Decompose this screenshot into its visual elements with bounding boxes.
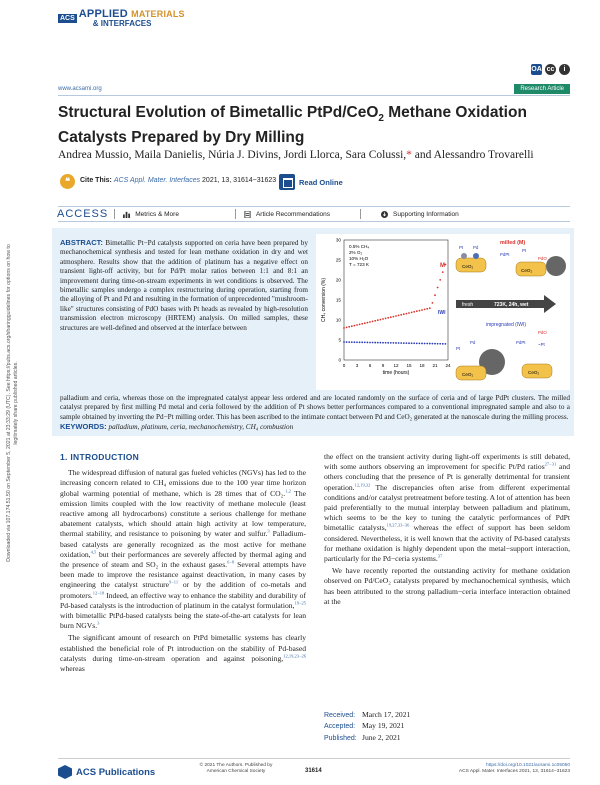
data-point bbox=[406, 342, 408, 344]
copyright-line1: © 2021 The Authors. Published by bbox=[199, 763, 273, 768]
particle-label-pdpt: PdPt bbox=[500, 252, 510, 257]
cite-row bbox=[58, 172, 570, 194]
divider bbox=[114, 209, 115, 219]
toc-figure bbox=[316, 234, 570, 390]
bar-chart-icon bbox=[123, 211, 130, 218]
data-point bbox=[400, 314, 402, 316]
recommendations-label: Article Recommendations bbox=[255, 210, 331, 218]
x-tick-label: 15 bbox=[406, 363, 412, 368]
data-point bbox=[432, 343, 434, 345]
article-type-badge: Research Article bbox=[514, 84, 570, 94]
data-point bbox=[390, 342, 392, 344]
data-point bbox=[382, 342, 384, 344]
data-point bbox=[361, 323, 363, 325]
supporting-info-label: Supporting Information bbox=[393, 210, 459, 218]
intro-paragraph-3 bbox=[324, 452, 570, 564]
acs-publications-logo[interactable] bbox=[58, 765, 155, 779]
metrics-button[interactable] bbox=[123, 211, 179, 218]
data-point bbox=[369, 321, 371, 323]
journal-name bbox=[79, 10, 185, 28]
publisher-name: ACS Publications bbox=[76, 766, 156, 778]
citation bbox=[80, 177, 276, 184]
page-number: 31614 bbox=[305, 768, 322, 774]
x-tick-label: 9 bbox=[381, 363, 385, 368]
data-point bbox=[426, 343, 428, 345]
data-point bbox=[359, 324, 361, 326]
ref-link[interactable]: 3 bbox=[267, 528, 270, 534]
journal-logo[interactable] bbox=[58, 10, 185, 32]
authors-text-end[interactable]: and Alessandro Trovarelli bbox=[411, 149, 534, 161]
arrow-label-conditions: 723K, 24h, wet bbox=[494, 302, 529, 308]
read-online-label: Read Online bbox=[299, 177, 343, 187]
data-point bbox=[419, 310, 421, 312]
pt-particle bbox=[461, 253, 467, 259]
article-title bbox=[58, 103, 570, 147]
intro-r1c: The discrepancies often arise from different experimental conditions and/or catalyst pretreatment before testing. A lot of attention has been paid preferentially to the mutual interplay between palladium and platinum, which seems to be the key to tuning the catalytic performances of PdPt bimetallic catalysts, bbox=[324, 482, 570, 533]
series-label-m: M bbox=[440, 263, 445, 269]
divider bbox=[360, 209, 361, 219]
intro-p1: The widespread diffusion of natural gas fueled vehicles (NGVs) has led to the increasing concern related to CH₄ emissions due to the 100 year time horizon global warming potential of methane, which is 28 times that of CO₂. bbox=[60, 468, 306, 498]
acs-hex-icon bbox=[58, 765, 72, 779]
data-point bbox=[351, 325, 353, 327]
copyright bbox=[196, 763, 276, 775]
tem-image-milled bbox=[546, 256, 566, 276]
doi-citation: ACS Appl. Mater. Interfaces 2021, 13, 31614−31623 bbox=[458, 769, 570, 774]
published-label: Published: bbox=[324, 734, 357, 742]
read-online-button[interactable] bbox=[279, 173, 343, 191]
data-point bbox=[408, 342, 410, 344]
received-date: March 17, 2021 bbox=[362, 710, 411, 719]
series-label-iwi: IWI bbox=[438, 310, 446, 316]
data-point bbox=[406, 313, 408, 315]
data-point bbox=[445, 343, 447, 345]
authors-text[interactable]: Andrea Mussio, Maila Danielis, Núria J. Divins, Jordi Llorca, Sara Colussi, bbox=[58, 149, 407, 161]
y-tick-label: 10 bbox=[335, 317, 341, 323]
data-point bbox=[354, 325, 356, 327]
intro-r1b: and others concluding that the presence of Pt is generally detrimental for transient operation. bbox=[324, 462, 570, 492]
particle-label-pdpt-3: PdPt bbox=[516, 340, 526, 345]
particle-label-pt: Pt bbox=[459, 245, 464, 250]
supporting-info-button[interactable] bbox=[381, 211, 459, 218]
doi-block bbox=[459, 763, 570, 775]
y-tick-label: 15 bbox=[335, 297, 341, 303]
data-point bbox=[424, 343, 426, 345]
keywords bbox=[60, 422, 570, 432]
data-point bbox=[377, 342, 379, 344]
x-tick-label: 0 bbox=[342, 363, 346, 368]
ref-link[interactable]: 6−8 bbox=[227, 559, 235, 565]
x-tick-label: 6 bbox=[368, 363, 372, 368]
download-icon bbox=[381, 211, 388, 218]
data-point bbox=[367, 342, 369, 344]
condition-4: T = 723 K bbox=[349, 262, 369, 267]
abstract-label: ABSTRACT: bbox=[60, 238, 103, 247]
data-point bbox=[442, 271, 444, 273]
page-footer bbox=[58, 758, 570, 778]
read-online-icon bbox=[279, 174, 295, 190]
data-point bbox=[356, 324, 358, 326]
intro-p1c: Palladium-based catalysts are generally recognized as the most active for methane oxidation, bbox=[60, 529, 306, 559]
intro-p2: The significant amount of research on PtPd bimetallic systems has clearly established the beneficial role of Pt introduction on the stability of Pd-based catalysts during time-on-stream operation and against poisoning, bbox=[60, 633, 306, 663]
cite-icon[interactable]: ❝ bbox=[60, 174, 75, 189]
condition-1: 0.5% CH₄ bbox=[349, 244, 370, 249]
y-tick-label: 5 bbox=[338, 337, 341, 343]
particle-label-pdo: PdO bbox=[538, 256, 547, 261]
data-point bbox=[434, 343, 436, 345]
x-tick-label: 3 bbox=[355, 363, 359, 368]
data-point bbox=[442, 343, 444, 345]
data-point bbox=[382, 318, 384, 320]
journal-url-link[interactable]: www.acsami.org bbox=[58, 86, 102, 92]
intro-p1e: Several attempts have been made to improve the resistance against deactivation, in many cases by engineering the catalyst structure bbox=[60, 560, 306, 590]
x-tick-labels bbox=[343, 363, 451, 368]
keywords-list: palladium, platinum, ceria, mechanochemistry, CH₄ combustion bbox=[106, 423, 294, 431]
download-note bbox=[6, 238, 28, 568]
particle-label-ceo2-4: CeO₂ bbox=[528, 370, 540, 375]
intro-p1b: The emission limits coupled with the low reactivity of methane molecule (least reactive among all hydrocarbons) constitute a serious challenge for methane abatement catalysts, which should attain high activity at low temperature, thermal stability, and resistance to poisoning by water and sulfur. bbox=[60, 488, 306, 539]
data-point bbox=[400, 342, 402, 344]
series-impregnated bbox=[343, 341, 446, 345]
data-point bbox=[346, 327, 348, 329]
ref-link[interactable]: 1,2 bbox=[285, 488, 291, 494]
journal-name-materials: MATERIALS bbox=[131, 9, 185, 19]
title-part2: Methane Oxidation Catalysts Prepared by Dry Milling bbox=[58, 104, 527, 147]
ref-link[interactable]: 27−31 bbox=[544, 461, 557, 467]
data-point bbox=[395, 315, 397, 317]
pd-particle bbox=[473, 253, 479, 259]
received-label: Received: bbox=[324, 712, 356, 719]
intro-p2b: whereas bbox=[60, 664, 85, 674]
data-point bbox=[348, 341, 350, 343]
cite-journal-link[interactable]: ACS Appl. Mater. Interfaces bbox=[113, 177, 201, 184]
license-badges bbox=[531, 64, 570, 75]
corresponding-author-mark[interactable]: * bbox=[406, 149, 412, 161]
intro-p1f: or by the addition of co-metals and promoters. bbox=[60, 580, 306, 600]
condition-2: 2% O₂ bbox=[349, 250, 363, 255]
condition-3: 10% H₂O bbox=[349, 256, 369, 261]
data-point bbox=[395, 342, 397, 344]
data-point bbox=[393, 342, 395, 344]
data-point bbox=[372, 342, 374, 344]
ref-link[interactable]: 12,19,32 bbox=[354, 482, 371, 488]
accepted-date: May 19, 2021 bbox=[362, 721, 405, 731]
attribution-icon[interactable]: i bbox=[559, 64, 570, 75]
y-axis-label: CH₄ conversion (%) bbox=[321, 278, 327, 322]
accepted-label: Accepted: bbox=[324, 723, 356, 731]
data-point bbox=[346, 341, 348, 343]
data-point bbox=[432, 302, 434, 304]
particle-label-pt-3: Pt bbox=[456, 346, 461, 351]
acs-logo: ACS bbox=[60, 15, 75, 22]
y-tick-labels bbox=[336, 238, 342, 363]
divider bbox=[235, 209, 236, 219]
url-bar bbox=[58, 84, 570, 96]
data-point bbox=[439, 343, 441, 345]
data-point bbox=[361, 341, 363, 343]
data-point bbox=[429, 343, 431, 345]
data-point bbox=[398, 315, 400, 317]
abstract-text bbox=[60, 238, 308, 333]
intro-r1d: whereas the effect of support has been seldom considered. Nevertheless, it is well known that the activity of Pd-based catalysts for methane oxidation is highly dependent upon the metal−support interaction, particularly for the Pd−ceria systems. bbox=[324, 523, 571, 564]
data-point bbox=[434, 294, 436, 296]
data-point bbox=[424, 309, 426, 311]
data-point bbox=[411, 312, 413, 314]
milled-label: milled (M) bbox=[500, 240, 526, 246]
x-axis-label: time (hours) bbox=[382, 370, 410, 376]
data-point bbox=[429, 307, 431, 309]
keywords-label: KEYWORDS: bbox=[60, 422, 107, 431]
intro-p1g: Indeed, an effective way to enhance the stability and durability of Pd-based catalysts is the introduction of platinum in the catalyst formulation, bbox=[60, 590, 306, 610]
data-point bbox=[403, 313, 405, 315]
data-point bbox=[364, 341, 366, 343]
data-point bbox=[369, 342, 371, 344]
data-point bbox=[411, 342, 413, 344]
data-point bbox=[416, 342, 418, 344]
abstract-body-1: Bimetallic Pt−Pd catalysts supported on ceria have been prepared by mechanochemical synthesis and tested for lean methane oxidation in dry and wet atmosphere. Results show that the addition of platinum has a negative effect on transient light-off activity, but for Pd/Pt molar ratios between 1:1 and 8:1 an improvement during time-on-stream experiments in wet conditions is observed. The bimetallic samples undergo a complex restructuring during operation, starting from the alloying of Pt and Pd and resulting in the formation of unprecedented "mushroom-like" structures consisting of PdO bases with Pt heads as revealed by high-resolution transmission electron microscopy (HRTEM) analysis. On milled samples, these structures are well-defined and observed at the interface between bbox=[60, 239, 308, 332]
data-point bbox=[387, 342, 389, 344]
journal-name-line2: & INTERFACES bbox=[92, 19, 152, 28]
column-right bbox=[324, 452, 570, 607]
document-icon bbox=[244, 211, 251, 218]
publication-dates bbox=[324, 710, 410, 744]
journal-name-line1: APPLIED bbox=[78, 8, 128, 20]
access-label: ACCESS bbox=[57, 208, 109, 220]
ref-link[interactable]: 4,5 bbox=[90, 549, 97, 555]
particle-label-pd-3: Pd bbox=[470, 340, 476, 345]
intro-p1d: but their performances are severely affected by thermal aging and the presence of steam and SO₂ in the exhaust gases. bbox=[60, 549, 306, 570]
x-tick-label: 18 bbox=[419, 363, 425, 368]
ref-link[interactable]: 12,19,23−26 bbox=[283, 653, 306, 659]
particle-label-ceo2-1: CeO₂ bbox=[462, 264, 474, 269]
data-point bbox=[426, 308, 428, 310]
doi-link[interactable]: https://doi.org/10.1021/acsami.1c05050 bbox=[485, 763, 570, 768]
published-date: June 2, 2021 bbox=[362, 732, 401, 742]
recommendations-button[interactable] bbox=[244, 211, 330, 218]
section-heading-introduction: 1. INTRODUCTION bbox=[60, 452, 140, 462]
y-tick-label: 25 bbox=[335, 257, 341, 263]
data-point bbox=[348, 326, 350, 328]
data-point bbox=[437, 287, 439, 289]
data-point bbox=[372, 321, 374, 323]
y-tick-label: 20 bbox=[335, 277, 341, 283]
arrow-label-fresh: fresh bbox=[462, 302, 474, 308]
data-point bbox=[390, 316, 392, 318]
abstract-continued: palladium and ceria, whereas those on the impregnated catalyst appear less ordered and are located randomly on the surface of ceria and of large PdPt clusters. The milled catalyst prepared by first milling Pd metal and ceria followed by the addition of Pt shows better performances compared to a conventional impregnated sample and also to a sample obtained by inverting the Pd−Pt milling order. This has been ascribed to the intimate contact between Pd and CeO₂ generated at the nanoscale during the milling process. bbox=[60, 394, 570, 421]
author-list bbox=[58, 148, 570, 162]
data-point bbox=[354, 341, 356, 343]
x-tick-label: 21 bbox=[432, 363, 438, 368]
open-access-icon[interactable]: OA bbox=[531, 66, 542, 73]
data-point bbox=[380, 319, 382, 321]
data-point bbox=[377, 319, 379, 321]
series-milled bbox=[343, 264, 446, 329]
ref-link[interactable]: 9−11 bbox=[169, 579, 179, 585]
data-point bbox=[380, 342, 382, 344]
data-point bbox=[403, 342, 405, 344]
particle-label-pt-4: ~Pt bbox=[538, 342, 545, 347]
x-tick-label: 12 bbox=[393, 363, 399, 368]
title-subscript: 2 bbox=[378, 113, 384, 125]
data-point bbox=[356, 341, 358, 343]
cite-ref: 2021, 13, 31614−31623 bbox=[200, 177, 277, 184]
data-point bbox=[439, 279, 441, 281]
intro-r1: the effect on the transient activity during light-off experiments is still debated, with some authors observing an improvement for specific Pt/Pd ratios bbox=[324, 452, 570, 472]
cc-license-icon[interactable]: cc bbox=[546, 66, 555, 73]
particle-label-pt-2: Pt bbox=[522, 248, 527, 253]
ref-link[interactable]: 19−25 bbox=[294, 600, 306, 606]
particle-label-pd: Pd bbox=[473, 245, 479, 250]
data-point bbox=[343, 327, 345, 329]
data-point bbox=[364, 322, 366, 324]
data-point bbox=[413, 311, 415, 313]
data-point bbox=[367, 322, 369, 324]
data-point bbox=[393, 316, 395, 318]
data-point bbox=[387, 317, 389, 319]
data-point bbox=[359, 341, 361, 343]
intro-paragraph-2 bbox=[60, 633, 306, 674]
ref-link[interactable]: 37 bbox=[437, 553, 443, 559]
intro-p1h: with bimetallic PtPd-based catalysts being the state-of-the-art catalysts for lean burn NGVs. bbox=[60, 611, 306, 631]
data-point bbox=[385, 342, 387, 344]
data-point bbox=[421, 343, 423, 345]
data-point bbox=[398, 342, 400, 344]
data-point bbox=[437, 343, 439, 345]
data-point bbox=[413, 342, 415, 344]
data-point bbox=[421, 309, 423, 311]
data-point bbox=[343, 341, 345, 343]
metrics-label: Metrics & More bbox=[135, 210, 179, 218]
particle-label-ceo2-2: CeO₂ bbox=[521, 268, 533, 273]
cite-label: Cite This: bbox=[80, 177, 112, 184]
y-tick-label: 30 bbox=[335, 237, 341, 243]
data-point bbox=[416, 310, 418, 312]
intro-paragraph-4: We have recently reported the outstanding activity for methane oxidation observed on Pd/CeO₂ catalysts prepared by mechanochemical synthesis, which has been attributed to the strong palladium−ceria interface interaction obtained at the bbox=[324, 566, 570, 606]
title-part1: Structural Evolution of Bimetallic PtPd/CeO bbox=[58, 104, 379, 121]
ref-link[interactable]: 12−18 bbox=[92, 590, 105, 596]
ref-link[interactable]: 19,27,33−36 bbox=[386, 522, 410, 528]
y-tick-label: 0 bbox=[338, 357, 341, 363]
data-point bbox=[351, 341, 353, 343]
intro-paragraph-1 bbox=[60, 468, 306, 631]
copyright-line2: American Chemical Society bbox=[206, 769, 266, 774]
column-left bbox=[60, 452, 306, 674]
data-point bbox=[419, 342, 421, 344]
particle-label-ceo2-3: CeO₂ bbox=[462, 372, 474, 377]
data-point bbox=[385, 318, 387, 320]
x-tick-label: 24 bbox=[445, 363, 451, 368]
data-point bbox=[374, 320, 376, 322]
data-point bbox=[408, 312, 410, 314]
impregnated-label: impregnated (IWI) bbox=[486, 322, 527, 328]
article-page bbox=[58, 0, 570, 785]
data-point bbox=[374, 342, 376, 344]
particle-label-pdo-2: PdO bbox=[538, 330, 547, 335]
toc-graphic[interactable] bbox=[316, 234, 570, 390]
download-note-text: Downloaded via 107.174.51.50 on September 5, 2021 at 23:33:29 (UTC). See https://pubs.acs.org/sharingguidelines for options on how to legitimately share published articles. bbox=[6, 244, 19, 562]
access-bar bbox=[58, 206, 570, 222]
ref-link[interactable]: 3 bbox=[97, 620, 100, 626]
